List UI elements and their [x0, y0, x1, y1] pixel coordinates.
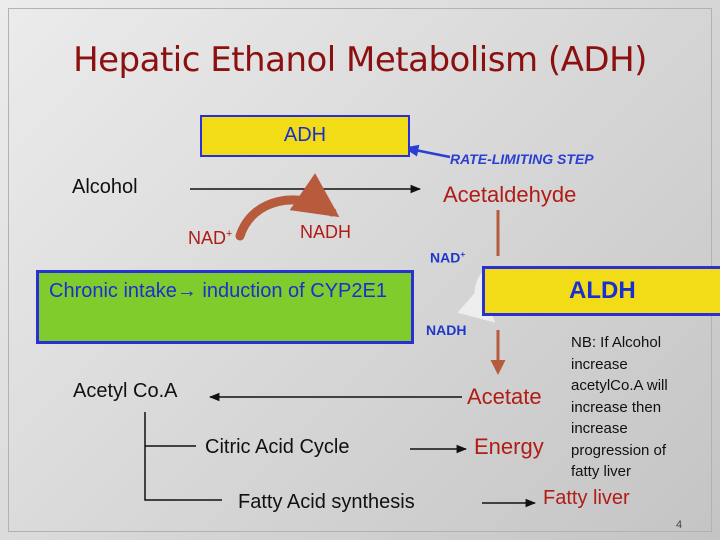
- nad-plus-right-label: [430, 249, 465, 266]
- nadh-left-label: NADH: [300, 222, 352, 242]
- citric-acid-cycle-label: Citric Acid Cycle: [205, 436, 350, 458]
- acetyl-coa-label: Acetyl Co.A: [73, 380, 178, 402]
- rate-limiting-label: RATE-LIMITING STEP: [450, 151, 594, 167]
- nad-plus-left-label: [188, 228, 232, 249]
- acetaldehyde-label: Acetaldehyde: [443, 182, 577, 207]
- acetate-label: Acetate: [467, 384, 542, 409]
- nadh-right-label: NADH: [426, 322, 467, 338]
- rate-limiting-arrow: [405, 148, 450, 157]
- fatty-liver-label: Fatty liver: [543, 487, 630, 509]
- fatty-acid-synthesis-label: Fatty Acid synthesis: [238, 491, 415, 513]
- chronic-intake-box: [36, 270, 414, 344]
- nad-plus-right-text: NAD: [430, 249, 461, 266]
- nad-plus-left-text: NAD: [188, 228, 227, 248]
- nad-plus-left-sign: +: [226, 228, 233, 240]
- aldh-enzyme-box: ALDH: [482, 266, 720, 316]
- nb-note: NB: If Alcohol increase acetylCo.A will increase then increase progression of fatty liver: [571, 334, 668, 480]
- nad-plus-right-sign: +: [460, 249, 466, 259]
- page-number: 4: [676, 519, 683, 531]
- energy-label: Energy: [474, 434, 544, 459]
- chronic-intake-text: Chronic intake→ induction of CYP2E1: [49, 280, 387, 302]
- adh-enzyme-box: ADH: [200, 115, 410, 157]
- page-title: Hepatic Ethanol Metabolism (ADH): [73, 40, 647, 80]
- alcohol-label: Alcohol: [72, 176, 138, 198]
